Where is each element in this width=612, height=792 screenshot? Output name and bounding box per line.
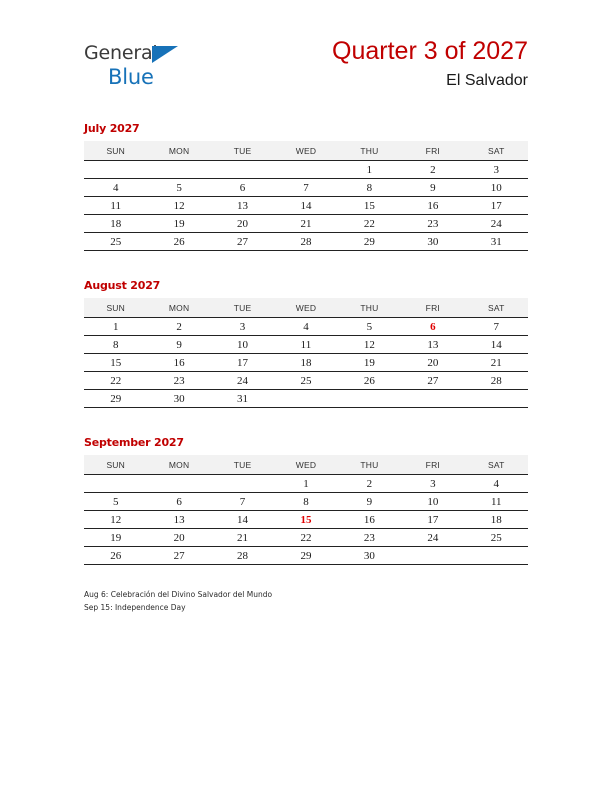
day-cell-empty — [84, 475, 147, 493]
weekday-header-fri: FRI — [401, 455, 464, 475]
day-cell[interactable]: 15 — [84, 354, 147, 372]
calendar-table-july — [84, 141, 528, 251]
day-cell[interactable]: 21 — [211, 529, 274, 547]
weekday-header-mon: MON — [147, 141, 210, 161]
day-cell[interactable]: 26 — [147, 233, 210, 251]
day-cell[interactable]: 20 — [401, 354, 464, 372]
weekday-header-thu: THU — [338, 298, 401, 318]
day-cell[interactable]: 24 — [211, 372, 274, 390]
day-cell[interactable]: 24 — [465, 215, 528, 233]
day-cell[interactable]: 29 — [84, 390, 147, 408]
day-cell[interactable]: 16 — [401, 197, 464, 215]
day-cell[interactable]: 8 — [338, 179, 401, 197]
day-cell[interactable]: 25 — [274, 372, 337, 390]
day-cell[interactable]: 5 — [147, 179, 210, 197]
calendar-table-september — [84, 455, 528, 565]
day-cell[interactable]: 9 — [338, 493, 401, 511]
generalblue-logo[interactable] — [84, 44, 234, 90]
day-cell[interactable]: 13 — [147, 511, 210, 529]
day-cell[interactable]: 5 — [338, 318, 401, 336]
day-cell[interactable]: 3 — [401, 475, 464, 493]
weekday-header-thu: THU — [338, 455, 401, 475]
calendar-table-august — [84, 298, 528, 408]
day-cell[interactable]: 29 — [338, 233, 401, 251]
day-cell[interactable]: 24 — [401, 529, 464, 547]
weekday-header-row — [84, 141, 528, 161]
day-cell[interactable]: 13 — [211, 197, 274, 215]
logo-word-general: General — [84, 42, 158, 64]
calendar-week-row — [84, 197, 528, 215]
day-cell[interactable]: 14 — [465, 336, 528, 354]
day-cell[interactable]: 30 — [338, 547, 401, 565]
day-cell-empty — [147, 161, 210, 179]
day-cell[interactable]: 27 — [147, 547, 210, 565]
month-block-august — [84, 279, 528, 408]
calendar-week-row — [84, 215, 528, 233]
day-cell[interactable]: 31 — [211, 390, 274, 408]
day-cell[interactable]: 25 — [84, 233, 147, 251]
day-cell[interactable]: 19 — [147, 215, 210, 233]
day-cell[interactable]: 19 — [338, 354, 401, 372]
day-cell[interactable]: 20 — [147, 529, 210, 547]
day-cell[interactable]: 19 — [84, 529, 147, 547]
day-cell[interactable]: 8 — [274, 493, 337, 511]
day-cell[interactable]: 22 — [274, 529, 337, 547]
day-cell[interactable]: 29 — [274, 547, 337, 565]
calendar-week-row — [84, 511, 528, 529]
day-cell[interactable]: 1 — [338, 161, 401, 179]
day-cell[interactable]: 18 — [274, 354, 337, 372]
day-cell[interactable]: 4 — [274, 318, 337, 336]
calendar-week-row — [84, 336, 528, 354]
day-cell[interactable]: 1 — [274, 475, 337, 493]
day-cell-empty — [211, 475, 274, 493]
calendar-week-row — [84, 529, 528, 547]
calendar-week-row — [84, 318, 528, 336]
day-cell[interactable]: 7 — [274, 179, 337, 197]
day-cell[interactable]: 2 — [338, 475, 401, 493]
day-cell-empty — [84, 161, 147, 179]
day-cell[interactable]: 31 — [465, 233, 528, 251]
weekday-header-sat: SAT — [465, 298, 528, 318]
day-cell-holiday[interactable]: 6 — [401, 318, 464, 336]
day-cell[interactable]: 26 — [338, 372, 401, 390]
day-cell[interactable]: 21 — [465, 354, 528, 372]
logo-text-general — [84, 44, 234, 66]
day-cell[interactable]: 13 — [401, 336, 464, 354]
day-cell[interactable]: 10 — [211, 336, 274, 354]
day-cell[interactable]: 4 — [465, 475, 528, 493]
day-cell[interactable]: 11 — [465, 493, 528, 511]
day-cell-empty — [274, 390, 337, 408]
day-cell[interactable]: 5 — [84, 493, 147, 511]
day-cell[interactable]: 12 — [84, 511, 147, 529]
day-cell[interactable]: 14 — [274, 197, 337, 215]
day-cell[interactable]: 9 — [147, 336, 210, 354]
day-cell[interactable]: 16 — [147, 354, 210, 372]
day-cell[interactable]: 30 — [147, 390, 210, 408]
day-cell[interactable]: 12 — [338, 336, 401, 354]
calendar-week-row — [84, 493, 528, 511]
day-cell[interactable]: 17 — [211, 354, 274, 372]
weekday-header-fri: FRI — [401, 141, 464, 161]
calendar-week-row — [84, 547, 528, 565]
day-cell[interactable]: 3 — [465, 161, 528, 179]
weekday-header-sat: SAT — [465, 455, 528, 475]
weekday-header-fri: FRI — [401, 298, 464, 318]
day-cell[interactable]: 14 — [211, 511, 274, 529]
day-cell[interactable]: 4 — [84, 179, 147, 197]
weekday-header-wed: WED — [274, 298, 337, 318]
day-cell-empty — [147, 475, 210, 493]
day-cell[interactable]: 17 — [465, 197, 528, 215]
weekday-header-row — [84, 455, 528, 475]
day-cell[interactable]: 11 — [84, 197, 147, 215]
day-cell-empty — [211, 161, 274, 179]
day-cell[interactable]: 27 — [211, 233, 274, 251]
weekday-header-tue: TUE — [211, 141, 274, 161]
day-cell-empty — [274, 161, 337, 179]
month-heading-august: August 2027 — [84, 279, 161, 292]
calendar-week-row — [84, 475, 528, 493]
day-cell[interactable]: 10 — [465, 179, 528, 197]
day-cell[interactable]: 12 — [147, 197, 210, 215]
calendar-week-row — [84, 161, 528, 179]
day-cell[interactable]: 28 — [274, 233, 337, 251]
day-cell[interactable]: 20 — [211, 215, 274, 233]
weekday-header-sun: SUN — [84, 141, 147, 161]
weekday-header-tue: TUE — [211, 455, 274, 475]
day-cell-empty — [465, 390, 528, 408]
month-block-september — [84, 436, 528, 565]
day-cell-empty — [401, 547, 464, 565]
holiday-note: Aug 6: Celebración del Divino Salvador del Mundo — [84, 590, 273, 599]
calendar-week-row — [84, 354, 528, 372]
day-cell[interactable]: 28 — [211, 547, 274, 565]
day-cell[interactable]: 27 — [401, 372, 464, 390]
weekday-header-wed: WED — [274, 455, 337, 475]
day-cell-empty — [338, 390, 401, 408]
day-cell[interactable]: 7 — [465, 318, 528, 336]
day-cell[interactable]: 23 — [147, 372, 210, 390]
weekday-header-row — [84, 298, 528, 318]
calendar-week-row — [84, 372, 528, 390]
calendar-week-row — [84, 233, 528, 251]
day-cell[interactable]: 6 — [147, 493, 210, 511]
day-cell[interactable]: 30 — [401, 233, 464, 251]
weekday-header-sat: SAT — [465, 141, 528, 161]
page-title: Quarter 3 of 2027 — [332, 37, 528, 65]
holiday-notes — [84, 589, 528, 614]
page-subtitle: El Salvador — [446, 72, 528, 89]
calendar-week-row — [84, 179, 528, 197]
logo-triangle-icon — [152, 46, 178, 63]
month-heading-july: July 2027 — [84, 122, 140, 135]
weekday-header-tue: TUE — [211, 298, 274, 318]
day-cell[interactable]: 2 — [401, 161, 464, 179]
weekday-header-sun: SUN — [84, 455, 147, 475]
weekday-header-mon: MON — [147, 455, 210, 475]
day-cell[interactable]: 8 — [84, 336, 147, 354]
weekday-header-mon: MON — [147, 298, 210, 318]
day-cell[interactable]: 16 — [338, 511, 401, 529]
day-cell[interactable]: 23 — [338, 529, 401, 547]
title-block — [332, 36, 528, 92]
day-cell[interactable]: 22 — [84, 372, 147, 390]
day-cell[interactable]: 17 — [401, 511, 464, 529]
day-cell-holiday[interactable]: 15 — [274, 511, 337, 529]
day-cell[interactable]: 26 — [84, 547, 147, 565]
day-cell[interactable]: 2 — [147, 318, 210, 336]
logo-word-blue: Blue — [108, 65, 154, 89]
day-cell[interactable]: 3 — [211, 318, 274, 336]
day-cell[interactable]: 18 — [465, 511, 528, 529]
month-heading-september: September 2027 — [84, 436, 184, 449]
day-cell-empty — [401, 390, 464, 408]
weekday-header-wed: WED — [274, 141, 337, 161]
day-cell[interactable]: 28 — [465, 372, 528, 390]
day-cell[interactable]: 7 — [211, 493, 274, 511]
month-block-july — [84, 122, 528, 251]
day-cell[interactable]: 21 — [274, 215, 337, 233]
day-cell[interactable]: 15 — [338, 197, 401, 215]
day-cell[interactable]: 25 — [465, 529, 528, 547]
day-cell[interactable]: 10 — [401, 493, 464, 511]
day-cell[interactable]: 11 — [274, 336, 337, 354]
day-cell[interactable]: 22 — [338, 215, 401, 233]
calendar-week-row — [84, 390, 528, 408]
day-cell[interactable]: 23 — [401, 215, 464, 233]
day-cell[interactable]: 6 — [211, 179, 274, 197]
holiday-note: Sep 15: Independence Day — [84, 602, 186, 612]
day-cell[interactable]: 18 — [84, 215, 147, 233]
weekday-header-sun: SUN — [84, 298, 147, 318]
day-cell[interactable]: 1 — [84, 318, 147, 336]
weekday-header-thu: THU — [338, 141, 401, 161]
page-header — [84, 36, 528, 112]
day-cell[interactable]: 9 — [401, 179, 464, 197]
day-cell-empty — [465, 547, 528, 565]
